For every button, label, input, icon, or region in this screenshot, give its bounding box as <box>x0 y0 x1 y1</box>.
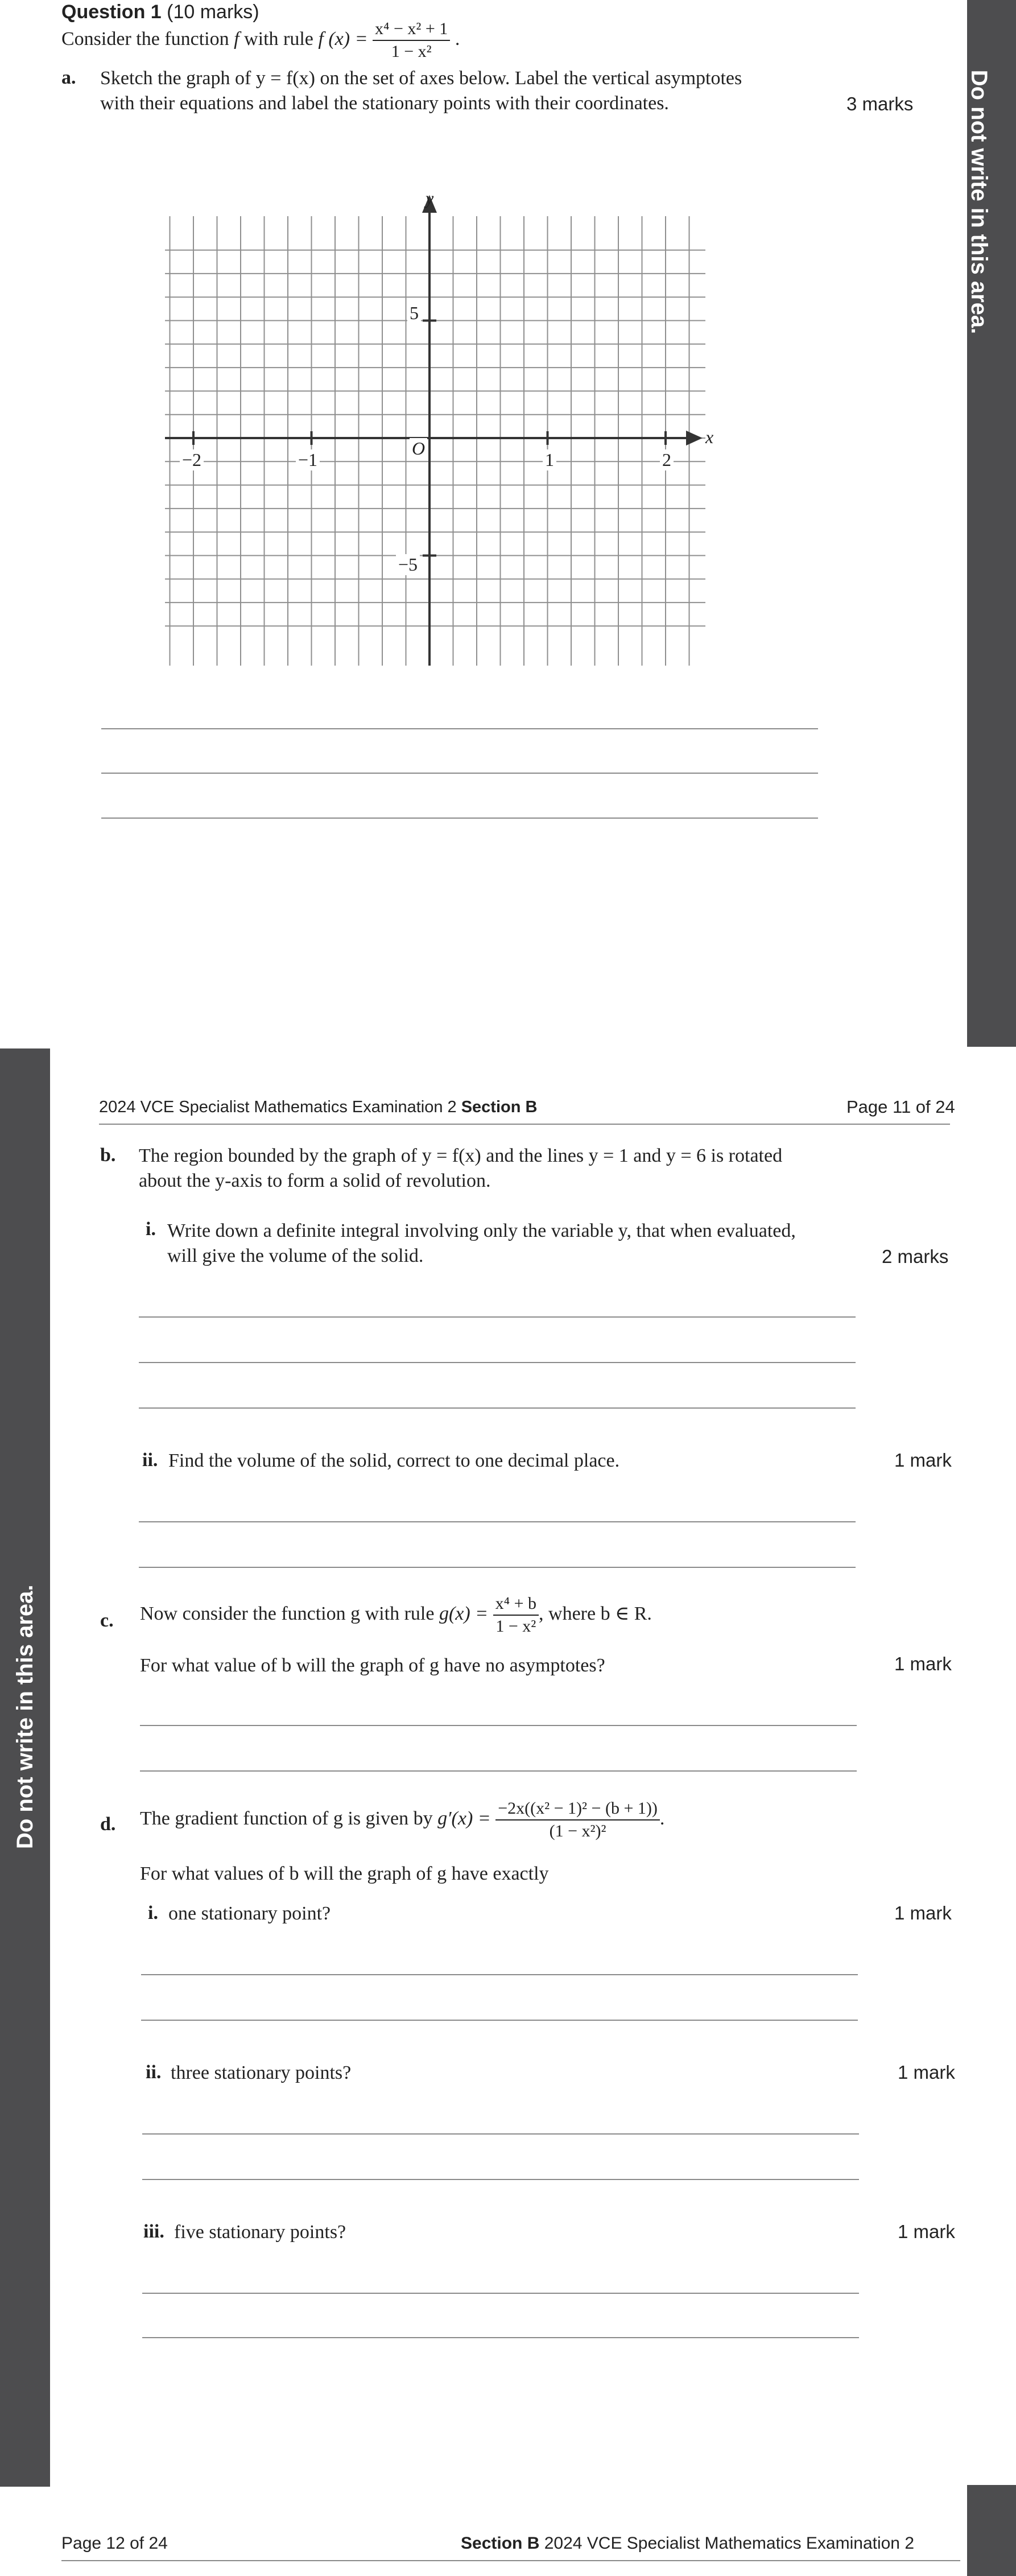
answer-line[interactable] <box>101 818 818 819</box>
y-axis-label: y <box>426 188 434 208</box>
part-b-text: The region bounded by the graph of y = f(x) and the lines y = 1 and y = 6 is rotated about the y-axis to form a solid of revolution. <box>139 1145 783 1191</box>
answer-line[interactable] <box>141 2020 858 2021</box>
part-d-iii-label: iii. <box>143 2221 164 2242</box>
part-d-ii-label: ii. <box>146 2062 162 2083</box>
left-margin-text: Do not write in this area. <box>13 1584 38 1849</box>
f-fraction: $\frac{\text{x⁴ − x² + 1}}{\text{1 − x²}}$ <box>373 18 450 63</box>
tick-label-x-2: 2 <box>660 449 674 470</box>
sketch-axes-grid[interactable] <box>159 188 717 671</box>
part-a-label: a. <box>61 67 76 88</box>
part-b-i-text: Write down a definite integral involving only the variable y, that when evaluated, will give the volume of the solid. <box>167 1220 796 1266</box>
part-d-i-marks: 1 mark <box>894 1902 952 1923</box>
tick-label-x-neg2: −2 <box>180 449 204 470</box>
answer-line[interactable] <box>139 1567 856 1568</box>
header-rule <box>99 1124 950 1125</box>
answer-line[interactable] <box>101 773 818 774</box>
origin-label: O <box>410 438 427 459</box>
part-b-label: b. <box>100 1145 116 1166</box>
part-d-label: d. <box>100 1814 116 1835</box>
part-d-iii-marks: 1 mark <box>898 2221 955 2242</box>
part-b-i-label: i. <box>146 1219 156 1240</box>
answer-line[interactable] <box>142 2133 859 2135</box>
question-heading: Question 1 (10 marks) <box>61 1 259 23</box>
part-d-i-label: i. <box>148 1902 158 1923</box>
part-b-i-marks: 2 marks <box>882 1246 949 1267</box>
x-axis-arrow <box>687 432 700 444</box>
question-intro: Consider the function f with rule f (x) = $\frac{\text{x⁴ − x² + 1}}{\text{1 − x²}}$ . <box>61 18 460 63</box>
answer-line[interactable] <box>139 1407 856 1409</box>
g-fraction: $\frac{\text{x⁴ + b}}{\text{1 − x²}}$ <box>493 1593 539 1637</box>
part-a-marks: 3 marks <box>846 93 914 114</box>
answer-line[interactable] <box>141 1974 858 1975</box>
part-d-iii-text: five stationary points? <box>174 2222 346 2243</box>
answer-line[interactable] <box>142 2337 859 2338</box>
part-d-ii-marks: 1 mark <box>898 2062 955 2083</box>
part-c-question: For what value of b will the graph of g have no asymptotes? <box>140 1655 605 1676</box>
part-c-label: c. <box>100 1610 114 1631</box>
answer-line[interactable] <box>142 2293 859 2294</box>
tick-label-y-neg5: −5 <box>396 554 420 575</box>
page-header-left: 2024 VCE Specialist Mathematics Examination 2 Section B <box>99 1098 538 1116</box>
part-a-text: Sketch the graph of y = f(x) on the set of axes below. Label the vertical asymptotes with their equations and label the stationary points with their coordinates. <box>100 68 742 114</box>
part-b-ii-text: Find the volume of the solid, correct to one decimal place. <box>168 1450 620 1471</box>
part-b-ii-label: ii. <box>142 1450 158 1471</box>
tick-label-y-5: 5 <box>407 303 421 324</box>
page-footer-right: Section B 2024 VCE Specialist Mathematics Examination 2 <box>461 2534 915 2553</box>
part-d-ii-text: three stationary points? <box>171 2062 352 2083</box>
answer-line[interactable] <box>142 2179 859 2180</box>
page-header-right: Page 11 of 24 <box>846 1097 955 1117</box>
answer-line[interactable] <box>140 1725 857 1726</box>
footer-rule <box>61 2560 960 2561</box>
part-b-ii-marks: 1 mark <box>894 1450 952 1471</box>
tick-label-x-neg1: −1 <box>296 449 320 470</box>
answer-line[interactable] <box>139 1362 856 1363</box>
answer-line[interactable] <box>139 1316 856 1318</box>
part-c-text: Now consider the function g with rule g(x) = $\frac{\text{x⁴ + b}}{\text{1 − x²}}$ , where b ∈ R. <box>140 1593 652 1637</box>
part-d-i-text: one stationary point? <box>168 1903 331 1924</box>
right-corner-bar <box>967 2485 1016 2576</box>
part-d-text: The gradient function of g is given by g′(x) = $\frac{\text{−2x((x² − 1)² − (b + 1))}}{\text{(1 − x²)²}}$ . <box>140 1798 664 1842</box>
answer-line[interactable] <box>101 728 818 729</box>
part-d-question: For what values of b will the graph of g have exactly <box>140 1863 549 1884</box>
right-margin-text: Do not write in this area. <box>967 69 992 335</box>
x-axis-label: x <box>705 427 714 447</box>
gprime-fraction: $\frac{\text{−2x((x² − 1)² − (b + 1))}}{\text{(1 − x²)²}}$ <box>495 1798 660 1842</box>
part-c-marks: 1 mark <box>894 1653 952 1674</box>
page-footer-left: Page 12 of 24 <box>61 2534 168 2553</box>
answer-line[interactable] <box>139 1521 856 1522</box>
answer-line[interactable] <box>140 1770 857 1772</box>
tick-label-x-1: 1 <box>543 449 556 470</box>
